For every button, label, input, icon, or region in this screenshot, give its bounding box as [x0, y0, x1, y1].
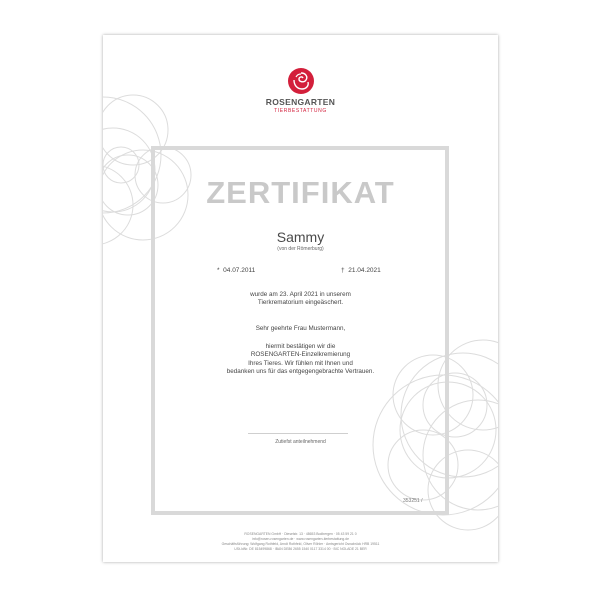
footer-line: Geschäftsführung: Wolfgang Rothfeld, Arndt Rothfeld, Oliver Röhler · Amtsgericht Osnabrück HRB 19511 — [221, 542, 380, 546]
signature-label: Zutiefst anteilnehmend — [275, 439, 326, 445]
text-line: Tierkrematorium eingeäschert. — [257, 299, 344, 307]
footer-line: ROSENGARTEN GmbH · Dieselstr. 13 · 48653 Bodbergen · 05 43 59 21 0 — [244, 532, 357, 536]
text-line: ROSENGARTEN-Einzelkremierung — [250, 351, 351, 359]
rose-logo-icon — [287, 67, 315, 95]
birth-date-value: 04.07.2011 — [223, 267, 256, 274]
footer-line: USt-IdNr. DE 815499868 · IBAN DE86 2655 1540 0117 3314 00 · BIC NOLADE 21 BER — [234, 547, 367, 551]
birth-date — [217, 267, 255, 274]
text-line: Ihres Tieres. Wir fühlen mit Ihnen und — [248, 359, 353, 367]
birth-symbol: * — [217, 267, 220, 274]
footer — [103, 532, 498, 552]
text-line: bedanken uns für das entgegengebrachte Vertrauen. — [226, 367, 375, 375]
greeting: Sehr geehrte Frau Mustermann, — [255, 325, 346, 332]
brand-sub: TIERBESTATTUNG — [274, 108, 327, 114]
logo — [103, 67, 498, 114]
certificate-page — [103, 35, 498, 562]
death-date — [341, 267, 381, 274]
pet-name: Sammy — [276, 229, 325, 245]
brand-name: ROSENGARTEN — [265, 97, 336, 107]
certificate-title: ZERTIFIKAT — [206, 175, 395, 210]
signature-line — [248, 433, 348, 434]
text-line: wurde am 23. April 2021 in unserem — [250, 291, 351, 298]
pet-subname: (von der Römerburg) — [277, 246, 324, 252]
death-date-value: 21.04.2021 — [348, 267, 381, 274]
certificate-code: 353251 / — [403, 498, 423, 504]
cremation-text — [103, 291, 498, 308]
confirmation-text — [103, 343, 498, 376]
text-line: hiermit bestätigen wir die — [265, 343, 336, 350]
death-symbol: † — [341, 267, 345, 274]
footer-line: info@rosen-rosengarten.de · www.rosengarten-tierbestattung.de — [252, 537, 349, 541]
